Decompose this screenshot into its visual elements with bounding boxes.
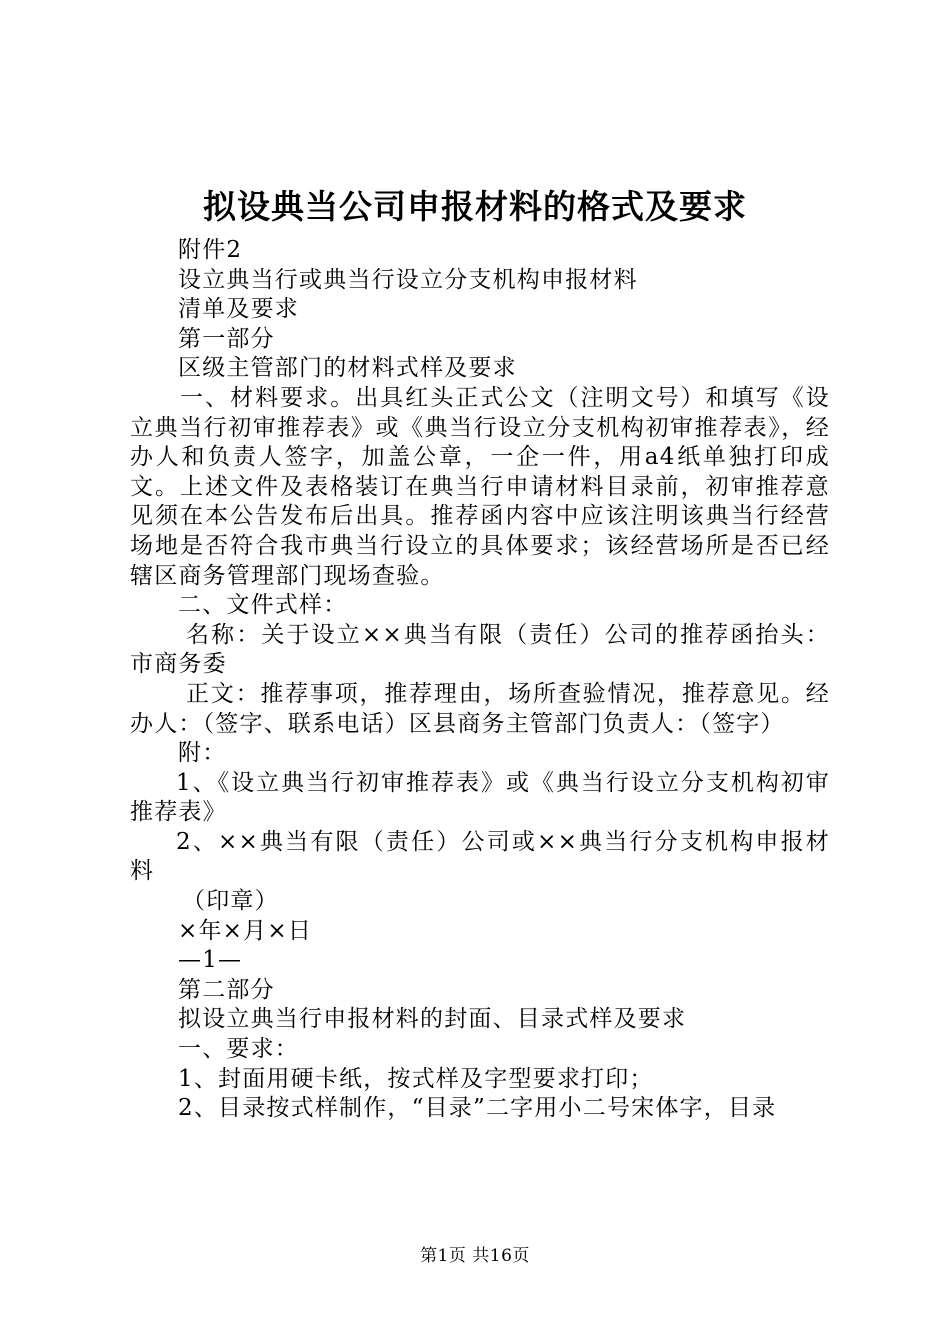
date-line: ×年×月×日: [178, 917, 313, 944]
seal-line: （印章）: [182, 888, 279, 915]
part-one-heading: 第一部分: [178, 325, 275, 352]
attachment-item-2: 2、××典当有限（责任）公司或××典当行分支机构申报材料: [130, 828, 830, 885]
requirements-heading: 一、要求：: [178, 1036, 299, 1063]
document-format-heading: 二、文件式样：: [178, 592, 348, 619]
subtitle-line-1: 设立典当行或典当行设立分支机构申报材料: [178, 266, 638, 293]
requirement-item-2: 2、目录按式样制作，“目录”二字用小二号宋体字，目录: [178, 1095, 777, 1122]
document-title: 拟设典当公司申报材料的格式及要求: [203, 187, 747, 226]
body-text-paragraph: 正文：推荐事项，推荐理由，场所查验情况，推荐意见。经办人：（签字、联系电话）区县商务主管部门负责人：（签字）: [130, 680, 830, 737]
part-two-subheading: 拟设立典当行申报材料的封面、目录式样及要求: [178, 1006, 687, 1033]
page-footer: 第1页 共16页: [420, 1246, 530, 1266]
document-body: [130, 236, 830, 1124]
name-paragraph: 名称：关于设立××典当有限（责任）公司的推荐函抬头：市商务委: [130, 621, 830, 678]
subtitle-line-2: 清单及要求: [178, 296, 299, 323]
material-requirements-paragraph: 一、材料要求。出具红头正式公文（注明文号）和填写《设立典当行初审推荐表》或《典当行设立分支机构初审推荐表》，经办人和负责人签字，加盖公章，一企一件，用a4纸单独打印成文。上述文件及表格装订在典当行申请材料目录前，初审推荐意见须在本公告发布后出具。推荐函内容中应该注明该典当行经营场地是否符合我市典当行设立的具体要求；该经营场所是否已经辖区商务管理部门现场查验。: [130, 384, 830, 589]
attachments-label: 附：: [178, 740, 227, 767]
attachment-item-1: 1、《设立典当行初审推荐表》或《典当行设立分支机构初审推荐表》: [130, 769, 830, 826]
requirement-item-1: 1、封面用硬卡纸，按式样及字型要求打印；: [178, 1065, 654, 1092]
part-one-subheading: 区级主管部门的材料式样及要求: [178, 355, 517, 382]
page-marker: —1—: [178, 947, 243, 974]
part-two-heading: 第二部分: [178, 976, 275, 1003]
attachment-label: 附件2: [178, 237, 243, 263]
